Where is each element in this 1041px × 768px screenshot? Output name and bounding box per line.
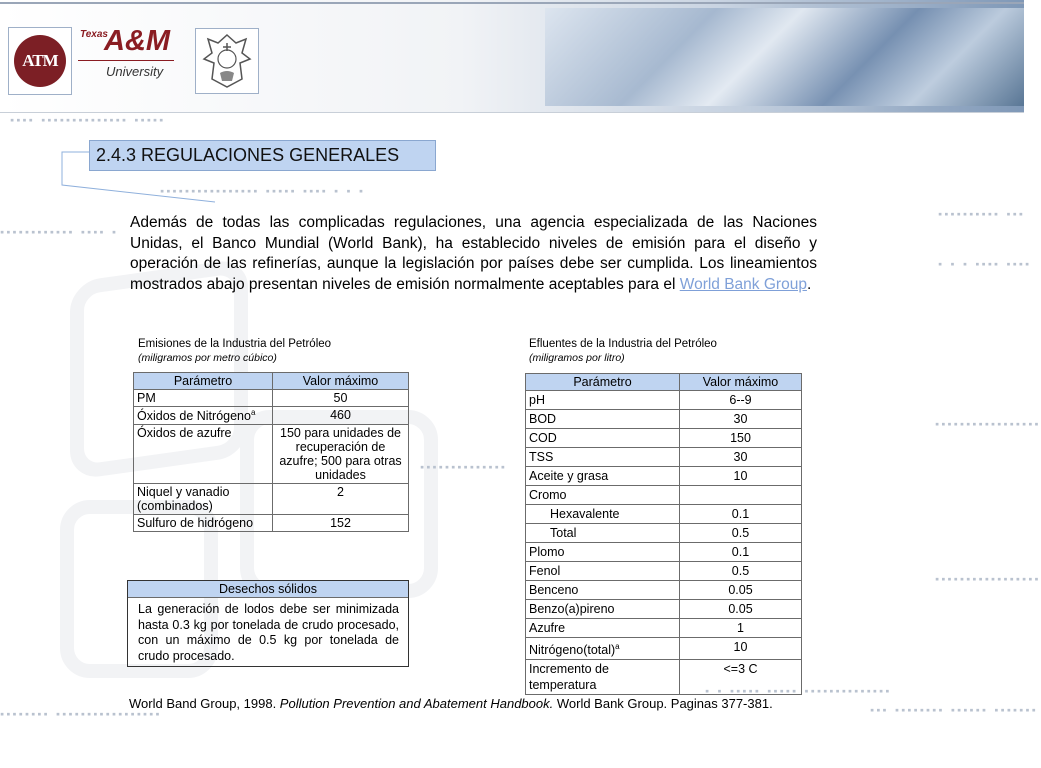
citation-title: Pollution Prevention and Abatement Handbook. bbox=[279, 696, 554, 711]
parameter-name: Plomo bbox=[529, 545, 565, 559]
background-texture-text: ▪▪▪▪ ▪▪▪▪▪▪▪▪▪▪▪▪▪▪ ▪▪▪▪▪ bbox=[10, 116, 166, 124]
table-row bbox=[134, 407, 409, 425]
header-decorative-image bbox=[545, 8, 1024, 106]
max-value-cell: 2 bbox=[273, 484, 409, 515]
parameter-cell bbox=[526, 524, 680, 543]
max-value-cell: 150 bbox=[680, 429, 802, 448]
max-value-cell: 50 bbox=[273, 390, 409, 407]
max-value-cell: <=3 C bbox=[680, 660, 802, 695]
parameter-name: Azufre bbox=[529, 621, 566, 635]
max-value-cell: 0.05 bbox=[680, 600, 802, 619]
world-bank-group-link[interactable]: World Bank Group bbox=[679, 275, 807, 293]
table-row bbox=[526, 391, 802, 410]
section-title: 2.4.3 REGULACIONES GENERALES bbox=[89, 140, 436, 171]
emissions-table bbox=[133, 372, 409, 532]
effluents-table-body bbox=[526, 391, 802, 695]
parameter-cell bbox=[526, 410, 680, 429]
column-header: Parámetro bbox=[134, 373, 273, 390]
table-row bbox=[526, 543, 802, 562]
parameter-name: Total bbox=[550, 526, 577, 540]
table-row bbox=[134, 390, 409, 407]
max-value-cell: 6--9 bbox=[680, 391, 802, 410]
wordmark-am: A&M bbox=[104, 25, 171, 57]
max-value-cell: 30 bbox=[680, 448, 802, 467]
background-texture-text: ▪▪▪▪▪▪▪▪ ▪▪▪▪▪▪▪▪▪▪▪▪▪▪▪▪▪ bbox=[0, 710, 162, 718]
parameter-name: Fenol bbox=[529, 564, 561, 578]
parameter-cell bbox=[526, 543, 680, 562]
intro-paragraph bbox=[130, 213, 817, 295]
wordmark-rule bbox=[78, 60, 174, 61]
max-value-cell: 460 bbox=[273, 407, 409, 425]
background-texture-text: ▪▪▪▪▪▪▪▪▪▪ ▪▪▪ bbox=[938, 210, 1026, 218]
table-row bbox=[526, 410, 802, 429]
parameter-name: Sulfuro de hidrógeno bbox=[137, 516, 254, 531]
parameter-cell bbox=[526, 486, 680, 505]
parameter-cell bbox=[526, 448, 680, 467]
max-value-cell: 152 bbox=[273, 515, 409, 532]
effluents-table bbox=[525, 373, 802, 695]
footnote-marker: a bbox=[615, 642, 620, 651]
parameter-cell bbox=[526, 600, 680, 619]
parameter-name: BOD bbox=[529, 412, 557, 426]
max-value-cell: 30 bbox=[680, 410, 802, 429]
max-value-cell: 0.1 bbox=[680, 505, 802, 524]
max-value-cell: 150 para unidades de recuperación de azufre; 500 para otras unidades bbox=[273, 425, 409, 484]
parameter-cell bbox=[526, 429, 680, 448]
parameter-cell bbox=[526, 505, 680, 524]
max-value-cell: 10 bbox=[680, 467, 802, 486]
parameter-cell bbox=[526, 467, 680, 486]
parameter-cell bbox=[526, 619, 680, 638]
atm-logo bbox=[8, 27, 72, 95]
parameter-cell bbox=[134, 484, 273, 515]
max-value-cell: 0.5 bbox=[680, 562, 802, 581]
parameter-cell bbox=[134, 390, 273, 407]
parameter-name: Aceite y grasa bbox=[529, 469, 609, 483]
parameter-name: COD bbox=[529, 431, 557, 445]
table-row bbox=[526, 619, 802, 638]
parameter-name: Hexavalente bbox=[550, 507, 620, 521]
parameter-cell bbox=[134, 515, 273, 532]
parameter-cell bbox=[526, 391, 680, 410]
table-row bbox=[526, 562, 802, 581]
table-header-row bbox=[134, 373, 409, 390]
solid-waste-header: Desechos sólidos bbox=[128, 581, 408, 598]
emissions-caption-title: Emisiones de la Industria del Petróleo bbox=[138, 338, 332, 350]
table-row bbox=[526, 600, 802, 619]
effluents-caption-units: (miligramos por litro) bbox=[529, 352, 625, 364]
column-header: Parámetro bbox=[526, 374, 680, 391]
parameter-cell bbox=[526, 638, 680, 660]
citation bbox=[129, 696, 773, 711]
parameter-cell bbox=[134, 425, 273, 484]
parameter-name: TSS bbox=[529, 450, 554, 464]
table-row bbox=[134, 425, 409, 484]
table-row bbox=[526, 467, 802, 486]
background-texture-text: ▪ ▪ ▪ ▪▪▪▪ ▪▪▪▪ bbox=[938, 260, 1032, 268]
table-row bbox=[526, 581, 802, 600]
background-texture-text: ▪▪▪▪▪▪▪▪▪▪▪▪▪▪▪▪▪ bbox=[935, 420, 1041, 428]
background-texture-text: ▪▪▪▪▪▪▪▪▪▪▪▪▪▪▪▪ ▪▪▪▪▪ ▪▪▪▪ ▪ ▪ ▪ bbox=[160, 187, 366, 195]
parameter-cell bbox=[134, 407, 273, 425]
parameter-cell bbox=[526, 562, 680, 581]
parameter-name: Benzo(a)pireno bbox=[529, 602, 615, 616]
table-row bbox=[526, 448, 802, 467]
background-texture-text: ▪▪▪▪▪▪▪▪▪▪▪▪▪▪ bbox=[420, 463, 508, 471]
max-value-cell: 0.1 bbox=[680, 543, 802, 562]
parameter-name: Nitrógeno(total) bbox=[529, 643, 616, 658]
header-top-rule bbox=[0, 2, 1024, 4]
table-row bbox=[526, 486, 802, 505]
wordmark-texas: Texas bbox=[80, 29, 108, 40]
max-value-cell bbox=[680, 486, 802, 505]
table-row bbox=[134, 484, 409, 515]
texas-am-wordmark bbox=[78, 27, 178, 87]
parameter-name: Benceno bbox=[529, 583, 579, 597]
max-value-cell: 1 bbox=[680, 619, 802, 638]
table-row bbox=[526, 429, 802, 448]
background-texture-text: ▪▪▪▪▪▪▪▪▪▪▪▪▪▪▪▪▪ bbox=[935, 575, 1041, 583]
table-row bbox=[526, 524, 802, 543]
solid-waste-text: La generación de lodos debe ser minimizada hasta 0.3 kg por tonelada de crudo procesado, con un máximo de 0.5 kg por tonelada de crudo procesado. bbox=[138, 602, 399, 663]
intro-text: Además de todas las complicadas regulaciones, una agencia especializada de las Naciones Unidas, el Banco Mundial (World Bank), ha establecido niveles de emisión para el diseño y operación de las refinerías, aunque la legislación por países debe ser cumplida. Los lineamientos mostrados abajo presentan niveles de emisión normalmente aceptables para el bbox=[130, 214, 817, 293]
parameter-name: Cromo bbox=[529, 488, 567, 502]
table-row bbox=[526, 505, 802, 524]
parameter-name: Óxidos de azufre bbox=[137, 426, 232, 441]
atm-logo-mark: ATM bbox=[14, 35, 66, 87]
footnote-marker: a bbox=[250, 408, 256, 417]
parameter-name: pH bbox=[529, 393, 545, 407]
column-header: Valor máximo bbox=[273, 373, 409, 390]
parameter-name: PM bbox=[137, 391, 156, 405]
wordmark-university: University bbox=[106, 64, 164, 79]
effluents-caption-title: Efluentes de la Industria del Petróleo bbox=[529, 338, 717, 350]
parameter-name: Niquel y vanadio (combinados) bbox=[137, 485, 230, 514]
citation-publisher: World Bank Group. Paginas 377-381. bbox=[553, 696, 773, 711]
table-row bbox=[134, 515, 409, 532]
background-texture-text: ▪ ▪ ▪▪▪▪▪ ▪▪▪▪▪ ▪▪▪▪▪▪▪▪▪▪▪▪▪▪ bbox=[705, 687, 892, 695]
parameter-name: Óxidos de Nitrógeno bbox=[137, 409, 251, 424]
parameter-name: Incremento de temperatura bbox=[529, 662, 609, 693]
table-row bbox=[526, 638, 802, 660]
column-header: Valor máximo bbox=[680, 374, 802, 391]
emissions-table-body bbox=[134, 390, 409, 532]
table-header-row bbox=[526, 374, 802, 391]
eagle-seal-logo bbox=[195, 28, 259, 94]
parameter-cell bbox=[526, 581, 680, 600]
background-texture-text: ▪▪▪▪▪▪▪▪▪▪▪▪ ▪▪▪▪ ▪ bbox=[0, 228, 119, 236]
max-value-cell: 0.5 bbox=[680, 524, 802, 543]
citation-author: World Band Group, 1998. bbox=[129, 696, 280, 711]
solid-waste-box bbox=[127, 580, 409, 667]
intro-text-end: . bbox=[806, 275, 812, 293]
background-texture-text: ▪▪▪ ▪▪▪▪▪▪▪▪ ▪▪▪▪▪▪ ▪▪▪▪▪▪▪ bbox=[870, 706, 1038, 714]
effluents-caption bbox=[529, 337, 717, 365]
table-row bbox=[526, 660, 802, 695]
max-value-cell: 10 bbox=[680, 638, 802, 660]
eagle-seal-icon bbox=[196, 29, 258, 93]
emissions-caption bbox=[138, 337, 331, 365]
emissions-caption-units: (miligramos por metro cúbico) bbox=[138, 352, 277, 364]
max-value-cell: 0.05 bbox=[680, 581, 802, 600]
parameter-cell bbox=[526, 660, 680, 695]
